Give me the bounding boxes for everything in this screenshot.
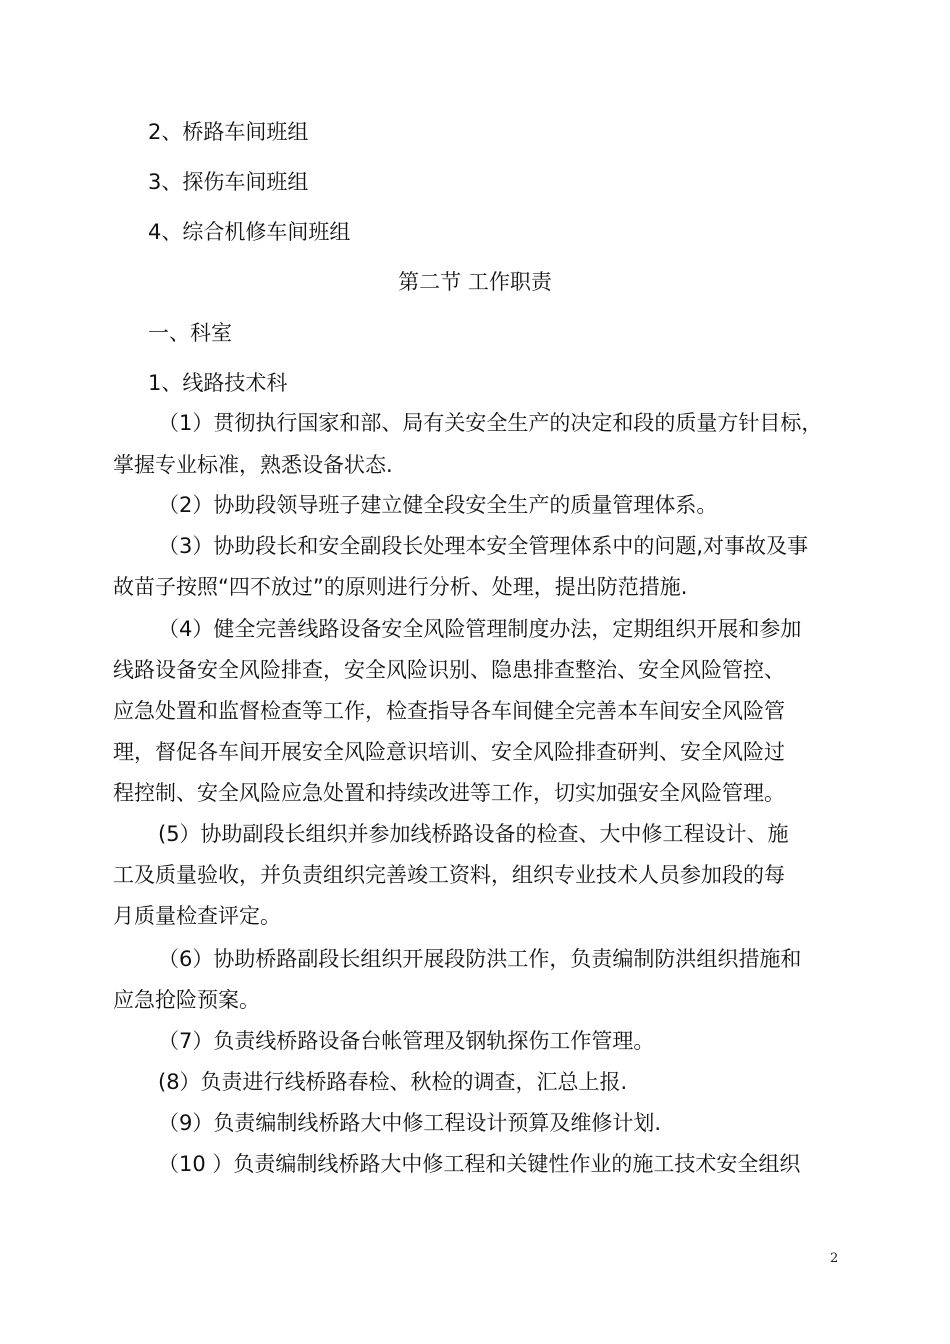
duty-item-9: （9）负责编制线桥路大中修工程设计预算及维修计划. bbox=[158, 1111, 662, 1135]
duty-item-1-line-1: （1）贯彻执行国家和部、局有关安全生产的决定和段的质量方针目标， bbox=[158, 411, 823, 435]
subsection-heading: 一、科室 bbox=[148, 321, 232, 345]
page-number: 2 bbox=[830, 1251, 839, 1266]
duty-item-5-line-1: (5）协助副段长组织并参加线桥路设备的检查、大中修工程设计、施 bbox=[158, 822, 789, 846]
duty-item-6-line-1: （6）协助桥路副段长组织开展段防洪工作，负责编制防洪组织措施和 bbox=[158, 947, 802, 971]
duty-item-6-line-2: 应急抢险预案。 bbox=[113, 988, 260, 1012]
duty-item-4-line-5: 程控制、安全风险应急处置和持续改进等工作，切实加强安全风险管理。 bbox=[113, 781, 785, 805]
duty-item-3-line-2: 故苗子按照“四不放过”的原则进行分析、处理，提出防范措施. bbox=[113, 575, 688, 599]
department-heading: 1、线路技术科 bbox=[148, 371, 288, 395]
duty-item-7: （7）负责线桥路设备台帐管理及钢轨探伤工作管理。 bbox=[158, 1029, 655, 1053]
section-list-item-4: 4、综合机修车间班组 bbox=[148, 220, 351, 244]
duty-item-5-line-3: 月质量检查评定。 bbox=[113, 904, 281, 928]
duty-item-1-line-2: 掌握专业标准，熟悉设备状态. bbox=[113, 453, 393, 477]
section-list-item-3: 3、探伤车间班组 bbox=[148, 170, 309, 194]
section-heading: 第二节 工作职责 bbox=[398, 270, 552, 294]
section-list-item-2: 2、桥路车间班组 bbox=[148, 120, 309, 144]
duty-item-8: (8）负责进行线桥路春检、秋检的调查，汇总上报. bbox=[158, 1070, 628, 1094]
duty-item-4-line-4: 理，督促各车间开展安全风险意识培训、安全风险排查研判、安全风险过 bbox=[113, 740, 785, 764]
duty-item-10-line-1: （10 ）负责编制线桥路大中修工程和关键性作业的施工技术安全组织 bbox=[158, 1152, 801, 1176]
duty-item-4-line-1: （4）健全完善线路设备安全风险管理制度办法，定期组织开展和参加 bbox=[158, 617, 802, 641]
duty-item-5-line-2: 工及质量验收，并负责组织完善竣工资料，组织专业技术人员参加段的每 bbox=[113, 863, 785, 887]
duty-item-2: （2）协助段领导班子建立健全段安全生产的质量管理体系。 bbox=[158, 493, 718, 517]
duty-item-4-line-3: 应急处置和监督检查等工作，检查指导各车间健全完善本车间安全风险管 bbox=[113, 699, 785, 723]
duty-item-4-line-2: 线路设备安全风险排查，安全风险识别、隐患排查整治、安全风险管控、 bbox=[113, 658, 785, 682]
duty-item-3-line-1: （3）协助段长和安全副段长处理本安全管理体系中的问题,对事故及事 bbox=[158, 534, 809, 558]
